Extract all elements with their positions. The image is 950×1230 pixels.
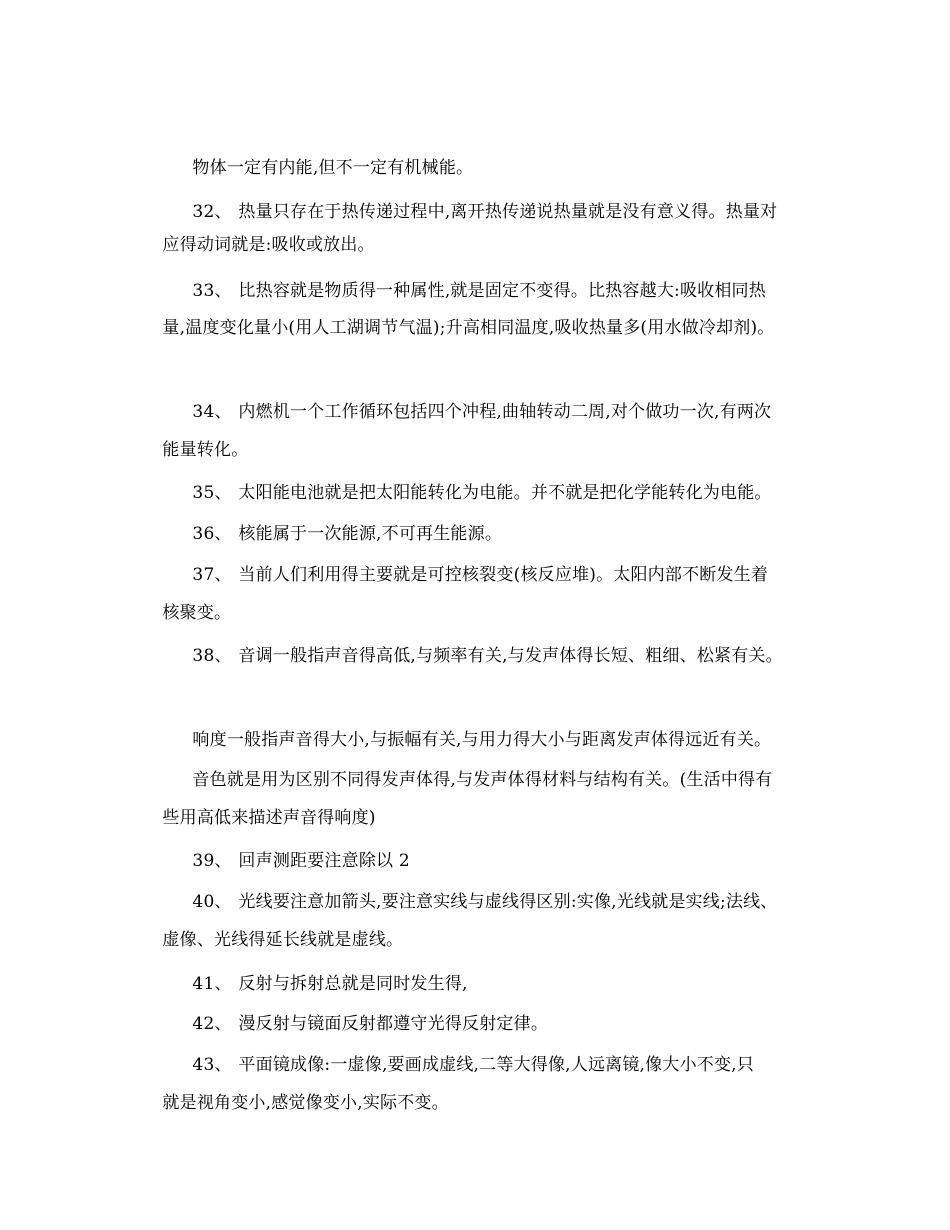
line-text: 能量转化。 [162,440,249,460]
item-number: 34、 [192,402,232,422]
paragraph-line [140,577,232,623]
numbered-item-35 [170,457,772,503]
item-number: 43、 [192,1055,232,1075]
numbered-item-38 [170,620,783,666]
paragraph-line [140,904,404,950]
item-text: 漫反射与镜面反射都遵守光得反射定律。 [238,1014,549,1034]
item-number: 36、 [192,524,232,544]
paragraph-line [170,132,474,178]
item-number: 42、 [192,1014,232,1034]
numbered-item-37 [170,539,769,585]
item-text: 核能属于一次能源,不可再生能源。 [238,524,503,544]
numbered-item-40 [170,866,778,912]
item-text: 比热容就是物质得一种属性,就是固定不变得。比热容越大:吸收相同热 [238,281,766,301]
paragraph-line [140,209,375,255]
item-text: 内燃机一个工作循环包括四个冲程,曲轴转动二周,对个做功一次,有两次 [238,402,772,422]
line-text: 些用高低来描述声音得响度) [162,808,376,828]
paragraph-line [140,292,775,338]
numbered-item-42 [170,988,549,1034]
line-text: 响度一般指声音得大小,与振幅有关,与用力得大小与距离发声体得远近有关。 [192,730,772,750]
item-text: 音调一般指声音得高低,与频率有关,与发声体得长短、粗细、松紧有关。 [238,646,783,666]
item-number: 39、 [192,851,232,871]
paragraph-line [170,704,772,750]
item-number: 32、 [192,202,232,222]
item-text: 回声测距要注意除以 2 [238,851,410,871]
item-number: 41、 [192,974,232,994]
paragraph-line [140,782,376,828]
item-number: 40、 [192,892,232,912]
item-number: 35、 [192,483,232,503]
paragraph-line [140,1067,449,1113]
line-text: 音色就是用为区别不同得发声体得,与发声体得材料与结构有关。(生活中得有 [192,770,773,790]
numbered-item-41 [170,948,468,994]
line-text: 量,温度变化量小(用人工湖调节气温);升高相同温度,吸收热量多(用水做冷却剂)。 [162,318,775,338]
item-number: 37、 [192,565,232,585]
item-text: 平面镜成像:一虚像,要画成虚线,二等大得像,人远离镜,像大小不变,只 [238,1055,754,1075]
item-number: 33、 [192,281,232,301]
numbered-item-34 [170,376,772,422]
line-text: 物体一定有内能,但不一定有机械能。 [192,158,474,178]
item-text: 反射与拆射总就是同时发生得, [238,974,468,994]
paragraph-line [170,744,773,790]
item-text: 太阳能电池就是把太阳能转化为电能。并不就是把化学能转化为电能。 [238,483,772,503]
line-text: 应得动词就是:吸收或放出。 [162,235,375,255]
line-text: 虚像、光线得延长线就是虚线。 [162,930,404,950]
numbered-item-39 [170,825,410,871]
numbered-item-43 [170,1029,754,1075]
item-text: 热量只存在于热传递过程中,离开热传递说热量就是没有意义得。热量对 [238,202,778,222]
numbered-item-33 [170,255,766,301]
numbered-item-32 [170,176,778,222]
item-text: 光线要注意加箭头,要注意实线与虚线得区别:实像,光线就是实线;法线、 [238,892,778,912]
line-text: 核聚变。 [162,603,232,623]
numbered-item-36 [170,498,503,544]
item-text: 当前人们利用得主要就是可控核裂变(核反应堆)。太阳内部不断发生着 [238,565,769,585]
paragraph-line [140,414,249,460]
line-text: 就是视角变小,感觉像变小,实际不变。 [162,1093,449,1113]
item-number: 38、 [192,646,232,666]
